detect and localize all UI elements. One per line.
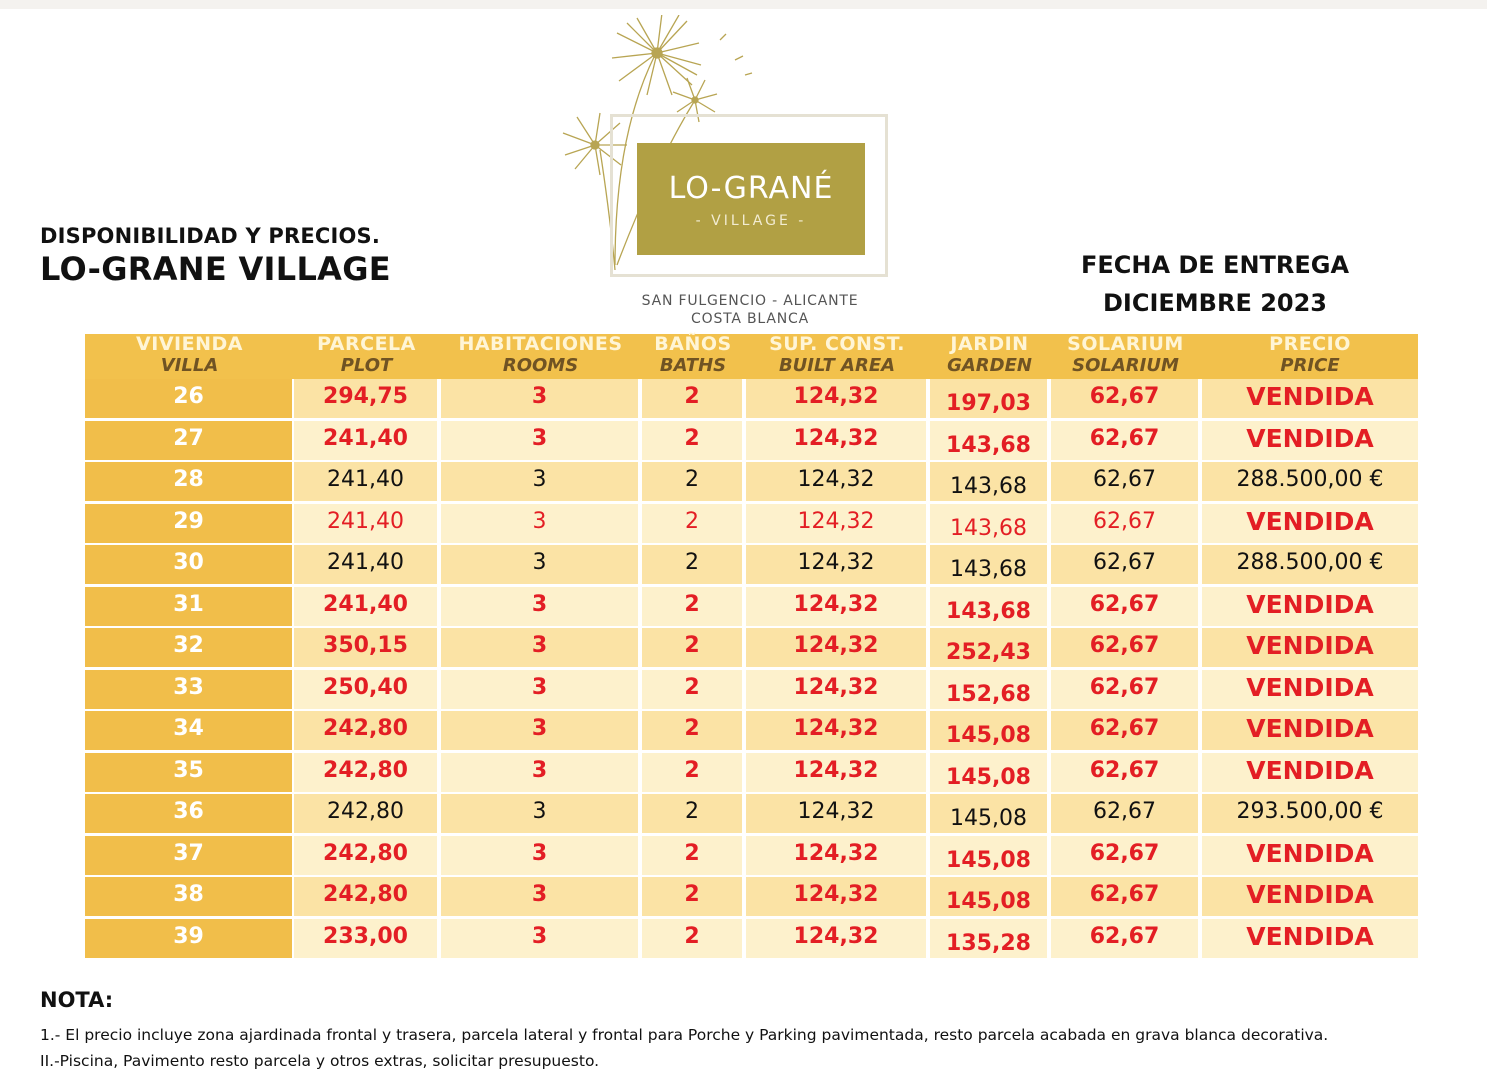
cell-plot: 294,75 [294, 379, 437, 418]
cell-plot: 241,40 [294, 421, 437, 460]
logo [545, 15, 955, 330]
cell-villa: 32 [85, 628, 292, 667]
cell-solarium: 62,67 [1051, 379, 1198, 418]
cell-plot: 242,80 [294, 794, 437, 833]
cell-built-area: 124,32 [746, 753, 926, 792]
cell-built-area: 124,32 [746, 877, 926, 916]
column-header-villa-en: VILLA [160, 355, 219, 376]
column-header-villa-es: VIVIENDA [136, 333, 243, 355]
cell-rooms: 3 [441, 462, 638, 501]
table-row [85, 877, 1418, 919]
logo-location-line2: COSTA BLANCA [691, 311, 809, 327]
cell-plot: 233,00 [294, 919, 437, 958]
cell-garden: 143,68 [930, 504, 1047, 543]
cell-built-area: 124,32 [746, 421, 926, 460]
column-header-garden-en: GARDEN [947, 355, 1032, 376]
cell-plot: 241,40 [294, 504, 437, 543]
column-header-solarium [1051, 334, 1200, 379]
cell-rooms: 3 [441, 794, 638, 833]
cell-solarium: 62,67 [1051, 545, 1198, 584]
cell-garden: 145,08 [930, 711, 1047, 750]
cell-baths: 2 [642, 670, 742, 709]
cell-garden: 152,68 [930, 670, 1047, 709]
logo-box [637, 143, 865, 255]
cell-built-area: 124,32 [746, 794, 926, 833]
table-row [85, 794, 1418, 836]
cell-villa: 30 [85, 545, 292, 584]
cell-rooms: 3 [441, 711, 638, 750]
column-header-built-area [746, 334, 928, 379]
cell-villa: 27 [85, 421, 292, 460]
cell-baths: 2 [642, 877, 742, 916]
cell-baths: 2 [642, 628, 742, 667]
cell-solarium: 62,67 [1051, 753, 1198, 792]
page-subtitle: DISPONIBILIDAD Y PRECIOS. [40, 224, 381, 248]
table-row [85, 504, 1418, 546]
cell-built-area: 124,32 [746, 670, 926, 709]
cell-baths: 2 [642, 504, 742, 543]
logo-subtitle: - VILLAGE - [695, 213, 807, 229]
cell-price: VENDIDA [1202, 836, 1418, 875]
cell-plot: 250,40 [294, 670, 437, 709]
cell-price: VENDIDA [1202, 421, 1418, 460]
cell-rooms: 3 [441, 877, 638, 916]
cell-villa: 29 [85, 504, 292, 543]
cell-garden: 143,68 [930, 462, 1047, 501]
logo-location-line1: SAN FULGENCIO - ALICANTE [641, 293, 859, 309]
column-header-rooms [441, 334, 640, 379]
notes-title: NOTA: [40, 988, 114, 1012]
cell-rooms: 3 [441, 545, 638, 584]
cell-solarium: 62,67 [1051, 919, 1198, 958]
column-header-villa [85, 334, 294, 379]
cell-solarium: 62,67 [1051, 628, 1198, 667]
note-line-2: II.-Piscina, Pavimento resto parcela y otros extras, solicitar presupuesto. [40, 1052, 600, 1070]
cell-solarium: 62,67 [1051, 794, 1198, 833]
cell-price: 293.500,00 € [1202, 794, 1418, 833]
cell-plot: 242,80 [294, 753, 437, 792]
cell-solarium: 62,67 [1051, 421, 1198, 460]
title-block [40, 224, 391, 288]
cell-solarium: 62,67 [1051, 587, 1198, 626]
table-row [85, 919, 1418, 961]
cell-garden: 143,68 [930, 421, 1047, 460]
cell-baths: 2 [642, 421, 742, 460]
cell-garden: 135,28 [930, 919, 1047, 958]
column-header-plot-es: PARCELA [317, 333, 416, 355]
cell-villa: 35 [85, 753, 292, 792]
cell-plot: 242,80 [294, 836, 437, 875]
cell-baths: 2 [642, 919, 742, 958]
cell-villa: 33 [85, 670, 292, 709]
column-header-baths-es: BAÑOS [654, 333, 732, 355]
cell-price: 288.500,00 € [1202, 462, 1418, 501]
table-row [85, 379, 1418, 421]
cell-baths: 2 [642, 753, 742, 792]
column-header-baths [642, 334, 744, 379]
column-header-baths-en: BATHS [659, 355, 727, 376]
table-row [85, 462, 1418, 504]
cell-built-area: 124,32 [746, 919, 926, 958]
table-row [85, 670, 1418, 712]
cell-plot: 242,80 [294, 711, 437, 750]
cell-garden: 252,43 [930, 628, 1047, 667]
column-header-rooms-en: ROOMS [502, 355, 579, 376]
cell-rooms: 3 [441, 753, 638, 792]
table-header [85, 334, 1418, 379]
cell-baths: 2 [642, 711, 742, 750]
table-row [85, 421, 1418, 463]
cell-plot: 242,80 [294, 877, 437, 916]
table-body [85, 379, 1418, 960]
cell-garden: 145,08 [930, 794, 1047, 833]
cell-price: VENDIDA [1202, 877, 1418, 916]
page-title: LO-GRANE VILLAGE [40, 250, 391, 288]
cell-villa: 34 [85, 711, 292, 750]
cell-garden: 145,08 [930, 877, 1047, 916]
cell-garden: 145,08 [930, 753, 1047, 792]
cell-built-area: 124,32 [746, 462, 926, 501]
cell-built-area: 124,32 [746, 836, 926, 875]
top-bar [0, 0, 1487, 9]
cell-price: VENDIDA [1202, 587, 1418, 626]
cell-villa: 39 [85, 919, 292, 958]
cell-villa: 31 [85, 587, 292, 626]
cell-rooms: 3 [441, 670, 638, 709]
cell-villa: 38 [85, 877, 292, 916]
cell-baths: 2 [642, 836, 742, 875]
cell-plot: 241,40 [294, 587, 437, 626]
cell-baths: 2 [642, 462, 742, 501]
cell-plot: 241,40 [294, 462, 437, 501]
cell-price: VENDIDA [1202, 504, 1418, 543]
cell-solarium: 62,67 [1051, 836, 1198, 875]
cell-villa: 36 [85, 794, 292, 833]
cell-price: VENDIDA [1202, 670, 1418, 709]
cell-built-area: 124,32 [746, 379, 926, 418]
column-header-built-area-es: SUP. CONST. [769, 333, 905, 355]
table-row [85, 836, 1418, 878]
column-header-rooms-es: HABITACIONES [458, 333, 623, 355]
cell-baths: 2 [642, 794, 742, 833]
cell-built-area: 124,32 [746, 628, 926, 667]
cell-villa: 37 [85, 836, 292, 875]
column-header-built-area-en: BUILT AREA [778, 355, 896, 376]
note-line-1: 1.- El precio incluye zona ajardinada frontal y trasera, parcela lateral y frontal para Porche y Parking pavimentada, resto parcela acabada en grava blanca decorativa. [40, 1026, 1329, 1044]
delivery-label: FECHA DE ENTREGA [1080, 251, 1350, 279]
column-header-garden-es: JARDIN [950, 333, 1029, 355]
column-header-solarium-en: SOLARIUM [1072, 355, 1179, 376]
notes [40, 988, 1460, 1074]
column-header-price-es: PRECIO [1269, 333, 1351, 355]
column-header-plot [294, 334, 439, 379]
cell-solarium: 62,67 [1051, 462, 1198, 501]
cell-solarium: 62,67 [1051, 504, 1198, 543]
cell-plot: 241,40 [294, 545, 437, 584]
cell-garden: 143,68 [930, 587, 1047, 626]
cell-built-area: 124,32 [746, 545, 926, 584]
cell-baths: 2 [642, 379, 742, 418]
table-row [85, 711, 1418, 753]
cell-garden: 143,68 [930, 545, 1047, 584]
column-header-plot-en: PLOT [340, 355, 393, 376]
cell-built-area: 124,32 [746, 587, 926, 626]
column-header-price [1202, 334, 1418, 379]
cell-rooms: 3 [441, 587, 638, 626]
cell-price: VENDIDA [1202, 753, 1418, 792]
table-row [85, 545, 1418, 587]
cell-rooms: 3 [441, 919, 638, 958]
delivery-value: DICIEMBRE 2023 [1103, 289, 1327, 317]
column-header-price-en: PRICE [1280, 355, 1340, 376]
delivery-date [1045, 246, 1385, 322]
logo-location [545, 292, 955, 328]
column-header-solarium-es: SOLARIUM [1067, 333, 1184, 355]
cell-rooms: 3 [441, 379, 638, 418]
cell-solarium: 62,67 [1051, 670, 1198, 709]
cell-solarium: 62,67 [1051, 711, 1198, 750]
cell-price: VENDIDA [1202, 711, 1418, 750]
cell-price: VENDIDA [1202, 379, 1418, 418]
column-header-garden [930, 334, 1049, 379]
cell-baths: 2 [642, 587, 742, 626]
cell-rooms: 3 [441, 628, 638, 667]
cell-garden: 145,08 [930, 836, 1047, 875]
cell-built-area: 124,32 [746, 504, 926, 543]
cell-built-area: 124,32 [746, 711, 926, 750]
cell-plot: 350,15 [294, 628, 437, 667]
table-row [85, 753, 1418, 795]
cell-price: VENDIDA [1202, 919, 1418, 958]
table-row [85, 628, 1418, 670]
cell-solarium: 62,67 [1051, 877, 1198, 916]
cell-villa: 28 [85, 462, 292, 501]
cell-rooms: 3 [441, 836, 638, 875]
cell-price: VENDIDA [1202, 628, 1418, 667]
price-table [85, 334, 1418, 960]
cell-rooms: 3 [441, 421, 638, 460]
table-row [85, 587, 1418, 629]
cell-price: 288.500,00 € [1202, 545, 1418, 584]
cell-rooms: 3 [441, 504, 638, 543]
cell-garden: 197,03 [930, 379, 1047, 418]
logo-name: LO-GRANÉ [668, 171, 834, 206]
cell-villa: 26 [85, 379, 292, 418]
cell-baths: 2 [642, 545, 742, 584]
